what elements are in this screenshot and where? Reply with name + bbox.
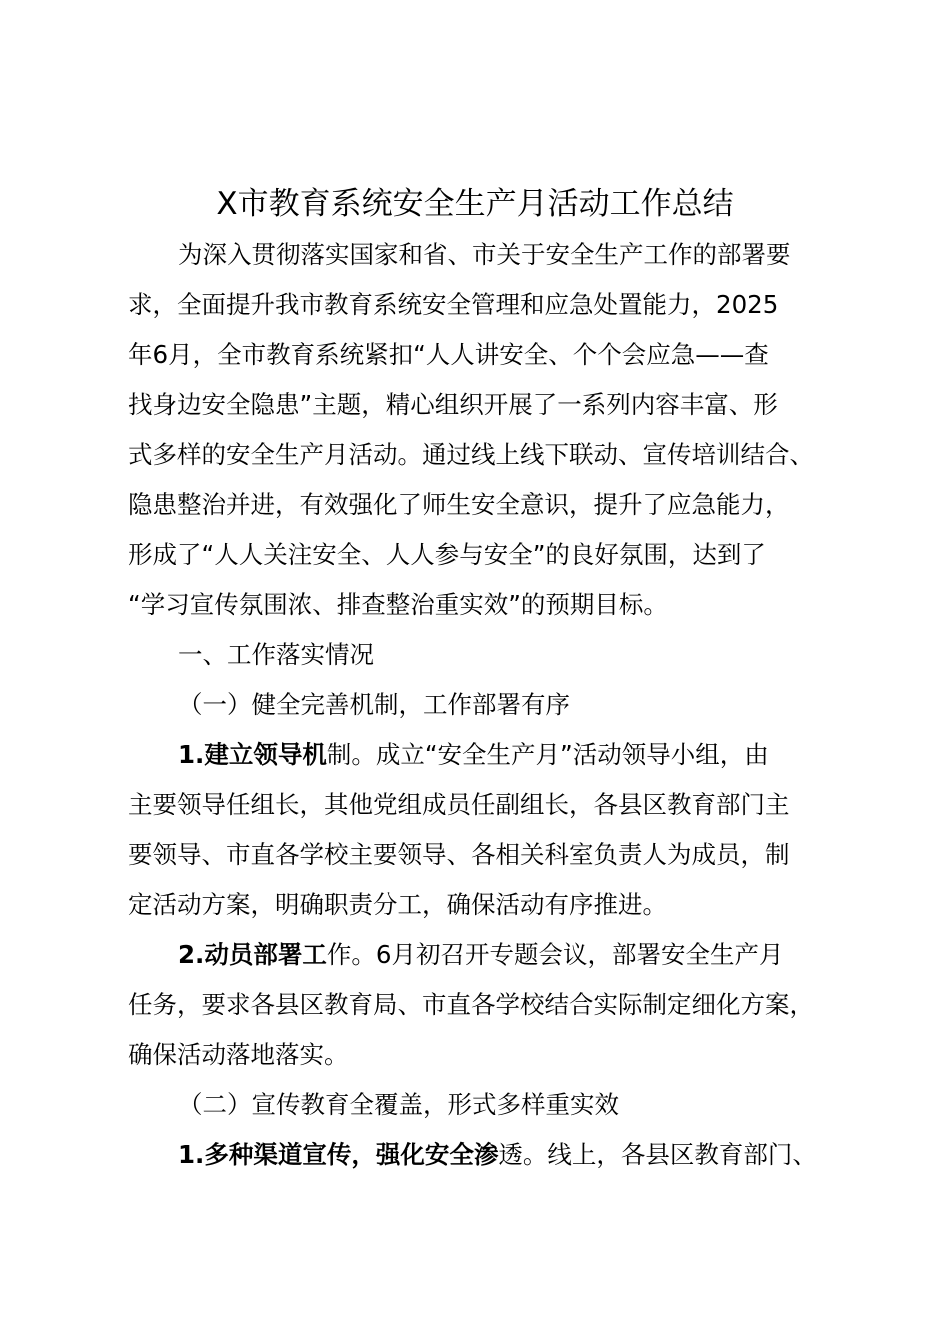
list-item-line: 定活动方案，明确职责分工，确保活动有序推进。 [128, 890, 667, 919]
document-title: X市教育系统安全生产月活动工作总结 [216, 186, 734, 222]
item-lead-text: 作。6月初召开专题会议，部署安全生产月 [326, 940, 784, 969]
list-item-line: 主要领导任组长，其他党组成员任副组长，各县区教育部门主 [128, 790, 790, 819]
intro-line: 求，全面提升我市教育系统安全管理和应急处置能力，2025 [128, 290, 779, 319]
list-item-line: 确保活动落地落实。 [128, 1040, 349, 1069]
intro-line: 找身边安全隐患”主题，精心组织开展了一系列内容丰富、形 [128, 390, 778, 419]
subsection-heading: （一）健全完善机制，工作部署有序 [178, 690, 570, 719]
item-lead-bold: 1.建立领导机 [178, 740, 327, 769]
item-lead-text: 制。成立“安全生产月”活动领导小组，由 [326, 740, 769, 769]
intro-line: 年6月，全市教育系统紧扣“人人讲安全、个个会应急——查 [128, 340, 769, 369]
intro-line: “学习宣传氛围浓、排查整治重实效”的预期目标。 [128, 590, 668, 619]
list-item-line: 任务，要求各县区教育局、市直各学校结合实际制定细化方案， [128, 990, 814, 1019]
list-item-line: 要领导、市直各学校主要领导、各相关科室负责人为成员，制 [128, 840, 790, 869]
list-item-first-line [178, 938, 783, 972]
section-heading: 一、工作落实情况 [178, 640, 374, 669]
intro-line: 为深入贯彻落实国家和省、市关于安全生产工作的部署要 [178, 240, 791, 269]
list-item-first-line [178, 1138, 817, 1172]
intro-line: 式多样的安全生产月活动。通过线上线下联动、宣传培训结合、 [128, 440, 814, 469]
item-lead-bold: 1.多种渠道宣传，强化安全渗 [178, 1140, 499, 1169]
subsection-heading: （二）宣传教育全覆盖，形式多样重实效 [178, 1090, 619, 1119]
intro-line: 隐患整治并进，有效强化了师生安全意识，提升了应急能力， [128, 490, 790, 519]
list-item-first-line [178, 738, 769, 772]
item-lead-text: 透。线上，各县区教育部门、 [498, 1140, 817, 1169]
intro-line: 形成了“人人关注安全、人人参与安全”的良好氛围，达到了 [128, 540, 766, 569]
item-lead-bold: 2.动员部署工 [178, 940, 327, 969]
